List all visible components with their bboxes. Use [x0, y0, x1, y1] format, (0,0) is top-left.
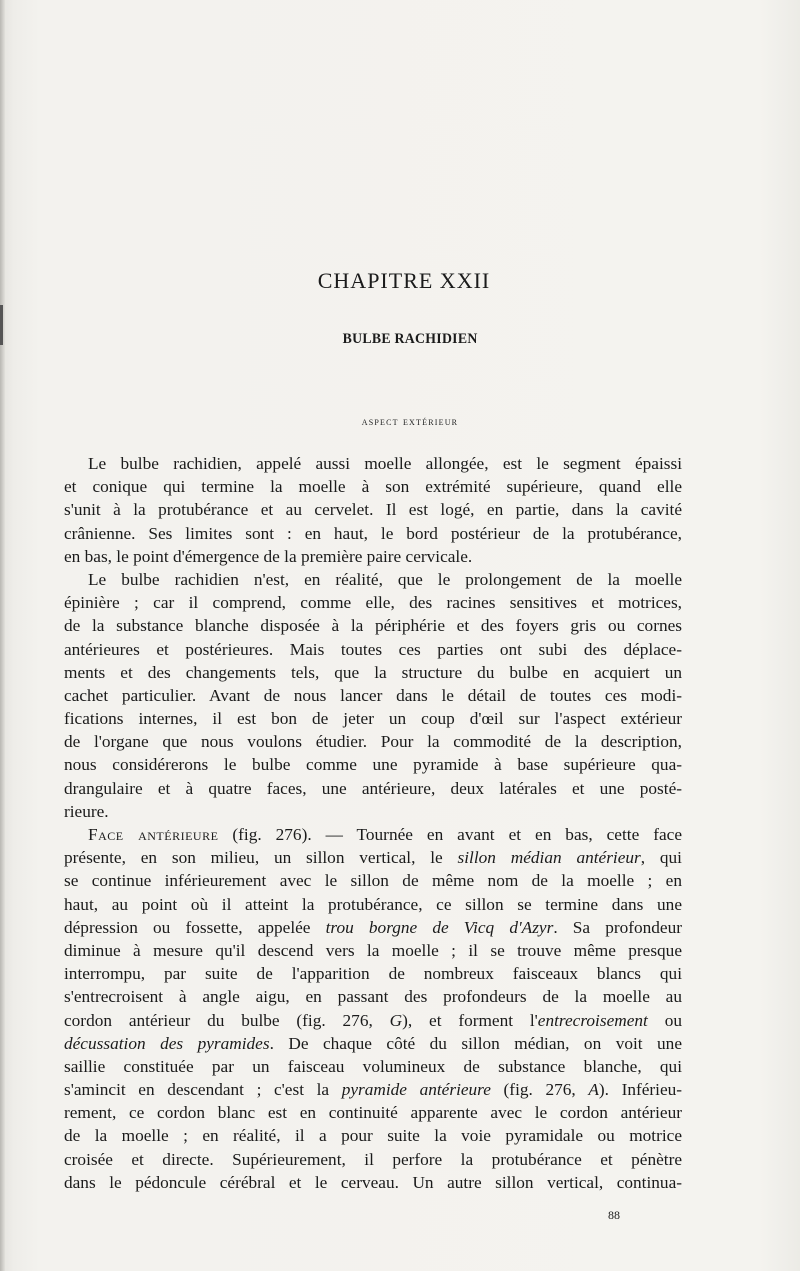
run: ), et forment l': [402, 1010, 538, 1030]
run: . De chaque côté du sillon médian, on voit une: [269, 1033, 682, 1053]
text-line: interrompu, par suite de l'apparition de nombreux faisceaux blancs qui: [64, 964, 682, 984]
run-italic: G: [389, 1010, 403, 1030]
run-italic: décussation des pyramides: [64, 1033, 270, 1053]
run: ). Inférieu-: [598, 1080, 683, 1100]
text-line: fications internes, il est bon de jeter un coup d'œil sur l'aspect extérieur: [64, 709, 682, 729]
run-italic: entrecroisement: [537, 1010, 648, 1030]
text-line: de la moelle ; en réalité, il a pour suite la voie pyramidale ou motrice: [64, 1126, 682, 1146]
run: (fig. 276,: [490, 1080, 589, 1100]
text-line: drangulaire et à quatre faces, une antérieure, deux latérales et une posté-: [64, 778, 682, 798]
text-line: cachet particulier. Avant de nous lancer dans le détail de toutes ces modi-: [64, 685, 682, 705]
run: s'amincit en descendant ; c'est la: [64, 1080, 342, 1100]
text-line: [64, 1078, 682, 1101]
page-number: 88: [608, 1208, 620, 1222]
text-line: saillie constituée par un faisceau volumineux de substance blanche, qui: [64, 1056, 682, 1076]
text-line: croisée et directe. Supérieurement, il perfore la protubérance et pénètre: [64, 1149, 682, 1169]
text-line: épinière ; car il comprend, comme elle, des racines sensitives et motrices,: [64, 593, 682, 613]
text-line: [64, 846, 682, 869]
run: ou: [647, 1010, 682, 1030]
text-line: rieure.: [64, 801, 109, 821]
text-line: nous considérerons le bulbe comme une pyramide à base supérieure qua-: [64, 755, 682, 775]
run: cordon antérieur du bulbe (fig. 276,: [64, 1010, 390, 1030]
text-line: haut, au point où il atteint la protubérance, ce sillon se termine dans une: [64, 894, 682, 914]
text-line: rement, ce cordon blanc est en continuité apparente avec le cordon antérieur: [64, 1103, 682, 1123]
text-line: s'unit à la protubérance et au cervelet. Il est logé, en partie, dans la cavité: [64, 500, 682, 520]
page-binding-edge: [0, 0, 5, 1271]
text-line: de l'organe que nous voulons étudier. Pour la commodité de la description,: [64, 732, 682, 752]
text-line: se continue inférieurement avec le sillon de même nom de la moelle ; en: [64, 871, 682, 891]
run: dépression ou fossette, appelée: [64, 917, 326, 937]
text-line: crânienne. Ses limites sont : en haut, le bord postérieur de la protubérance,: [64, 523, 682, 543]
text-line: Le bulbe rachidien, appelé aussi moelle allongée, est le segment épaissi: [88, 454, 682, 473]
text-line: en bas, le point d'émergence de la première paire cervicale.: [64, 546, 473, 566]
chapter-subtitle: BULBE RACHIDIEN: [342, 331, 478, 347]
text-line: Le bulbe rachidien n'est, en réalité, que le prolongement de la moelle: [88, 569, 682, 589]
text-line: dans le pédoncule cérébral et le cerveau. Un autre sillon vertical, continua-: [64, 1172, 682, 1192]
run: , qui: [640, 848, 682, 868]
text-line: ments et des changements tels, que la structure du bulbe en acquiert un: [64, 662, 682, 682]
text-line: diminue à mesure qu'il descend vers la moelle ; il se trouve même presque: [64, 940, 682, 960]
text-line: [64, 916, 682, 939]
body-text: [64, 452, 682, 1194]
text-line: et conique qui termine la moelle à son extrémité supérieure, quand elle: [64, 477, 682, 497]
section-heading: aspect extérieur: [361, 414, 459, 428]
run: présente, en son milieu, un sillon vertical, le: [64, 848, 458, 868]
chapter-title: CHAPITRE XXII: [317, 268, 491, 293]
run: (fig. 276). — Tournée en avant et en bas, cette face: [218, 825, 682, 844]
run-italic: trou borgne de Vicq d'Azyr: [325, 917, 554, 937]
text-line: [64, 1032, 682, 1055]
text-line: [64, 1009, 682, 1032]
text-line: [64, 823, 682, 846]
run-italic: sillon médian antérieur: [457, 848, 641, 868]
text-line: s'entrecroisent à angle aigu, en passant des profondeurs de la moelle au: [64, 987, 682, 1007]
run-lead-heading: Face antérieure: [88, 825, 219, 844]
binding-mark: [0, 305, 3, 345]
run: . Sa profondeur: [553, 917, 682, 937]
run-italic: A: [588, 1080, 599, 1100]
text-line: de la substance blanche disposée à la périphérie et des foyers gris ou cornes: [64, 616, 682, 636]
run-italic: pyramide antérieure: [341, 1080, 491, 1100]
text-line: antérieures et postérieures. Mais toutes ces parties ont subi des déplace-: [64, 639, 682, 659]
